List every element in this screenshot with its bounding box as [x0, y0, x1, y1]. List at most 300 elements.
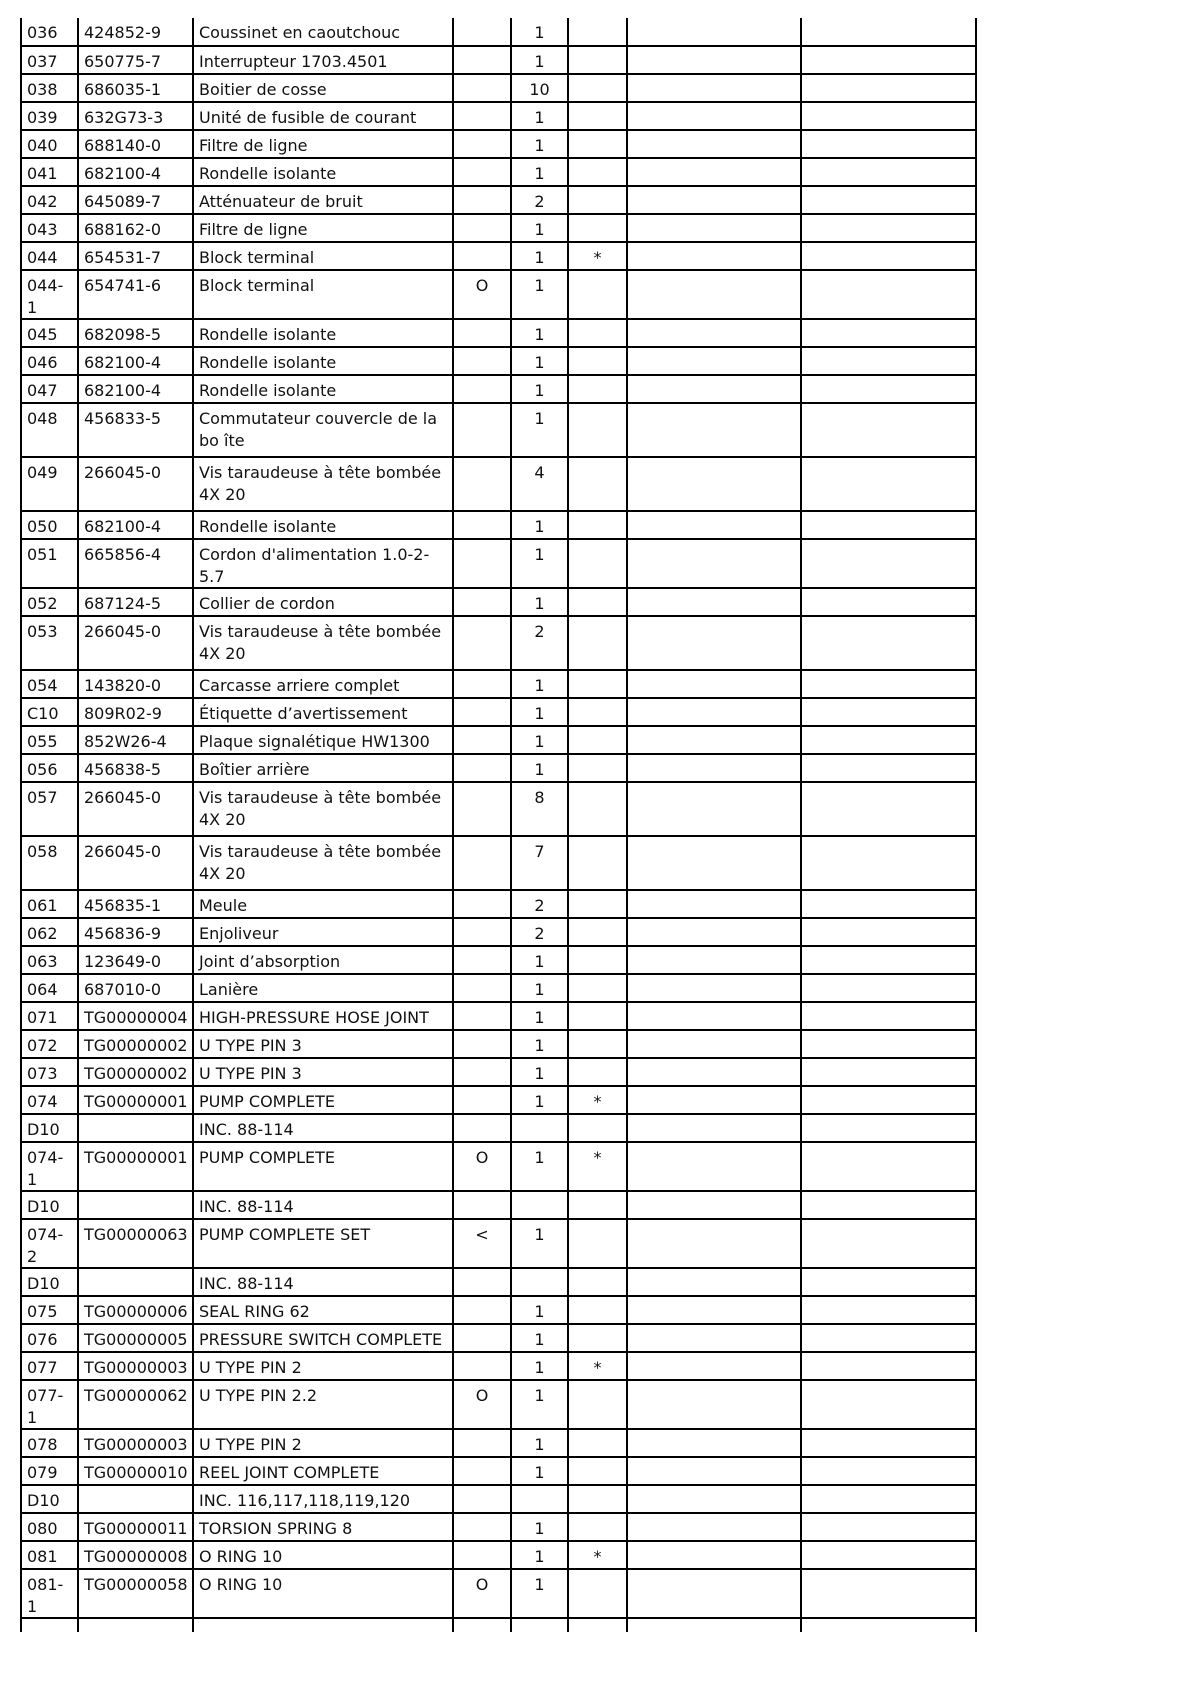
part-no-cell: TG00000008 — [78, 1541, 193, 1569]
description-cell: U TYPE PIN 3 — [193, 1030, 453, 1058]
part-no-cell: TG00000006 — [78, 1296, 193, 1324]
option-cell — [453, 130, 511, 158]
quantity-cell: 1 — [511, 403, 568, 457]
note-cell — [568, 511, 627, 539]
extra-cell-a — [627, 539, 801, 588]
note-cell — [568, 1513, 627, 1541]
note-cell — [568, 214, 627, 242]
option-cell — [453, 1324, 511, 1352]
item-no-cell: 075 — [21, 1296, 78, 1324]
note-cell — [568, 1002, 627, 1030]
extra-cell-a — [627, 726, 801, 754]
quantity-cell: 1 — [511, 1296, 568, 1324]
item-no-cell: 049 — [21, 457, 78, 511]
extra-cell-a — [627, 102, 801, 130]
item-no-cell: 064 — [21, 974, 78, 1002]
option-cell — [453, 1002, 511, 1030]
item-no-cell: 079 — [21, 1457, 78, 1485]
description-cell: Vis taraudeuse à tête bombée 4X 20 — [193, 782, 453, 836]
extra-cell-a — [627, 782, 801, 836]
option-cell — [453, 1429, 511, 1457]
description-cell: U TYPE PIN 2 — [193, 1352, 453, 1380]
item-no-cell: D10 — [21, 1114, 78, 1142]
extra-cell-b — [801, 1541, 976, 1569]
extra-cell-a — [627, 890, 801, 918]
item-no-cell: 074-2 — [21, 1219, 78, 1268]
item-no-cell: 043 — [21, 214, 78, 242]
note-cell — [568, 347, 627, 375]
extra-cell-a — [627, 319, 801, 347]
extra-cell-b — [801, 1457, 976, 1485]
table-row — [21, 726, 976, 754]
item-no-cell: 057 — [21, 782, 78, 836]
table-row — [21, 670, 976, 698]
extra-cell-a — [627, 698, 801, 726]
item-no-cell: 037 — [21, 46, 78, 74]
note-cell — [568, 726, 627, 754]
item-no-cell: 062 — [21, 918, 78, 946]
item-no-cell: 047 — [21, 375, 78, 403]
quantity-cell — [511, 1191, 568, 1219]
note-cell — [568, 890, 627, 918]
item-no-cell: 040 — [21, 130, 78, 158]
part-no-cell: TG00000002 — [78, 1058, 193, 1086]
description-cell: O RING 10 — [193, 1569, 453, 1618]
option-cell — [453, 1114, 511, 1142]
item-no-cell: D10 — [21, 1485, 78, 1513]
item-no-cell: 051 — [21, 539, 78, 588]
option-cell — [453, 18, 511, 46]
option-cell — [453, 347, 511, 375]
part-no-cell: 123649-0 — [78, 946, 193, 974]
table-row — [21, 1380, 976, 1429]
option-cell — [453, 1268, 511, 1296]
table-row — [21, 186, 976, 214]
extra-cell-b — [801, 616, 976, 670]
extra-cell-b — [801, 242, 976, 270]
table-row — [21, 319, 976, 347]
option-cell — [453, 670, 511, 698]
table-row — [21, 918, 976, 946]
extra-cell-b — [801, 946, 976, 974]
part-no-cell — [78, 1114, 193, 1142]
part-no-cell: 687124-5 — [78, 588, 193, 616]
part-no-cell: TG00000001 — [78, 1086, 193, 1114]
option-cell — [453, 726, 511, 754]
quantity-cell: 1 — [511, 347, 568, 375]
table-row — [21, 1114, 976, 1142]
note-cell — [568, 698, 627, 726]
extra-cell-a — [627, 1058, 801, 1086]
description-cell: Coussinet en caoutchouc — [193, 18, 453, 46]
description-cell: INC. 88-114 — [193, 1114, 453, 1142]
extra-cell-a — [627, 1114, 801, 1142]
extra-cell-b — [801, 214, 976, 242]
item-no-cell: 050 — [21, 511, 78, 539]
extra-cell-a — [627, 1142, 801, 1191]
option-cell — [453, 1513, 511, 1541]
option-cell — [453, 74, 511, 102]
extra-cell-b — [801, 270, 976, 319]
description-cell: Meule — [193, 890, 453, 918]
table-row — [21, 511, 976, 539]
description-cell: Étiquette d’avertissement — [193, 698, 453, 726]
item-no-cell: 039 — [21, 102, 78, 130]
option-cell — [453, 1058, 511, 1086]
extra-cell-a — [627, 1380, 801, 1429]
extra-cell-b — [801, 1429, 976, 1457]
part-no-cell — [78, 1485, 193, 1513]
note-cell — [568, 754, 627, 782]
table-row — [21, 754, 976, 782]
item-no-cell: 042 — [21, 186, 78, 214]
option-cell — [453, 403, 511, 457]
option-cell — [453, 319, 511, 347]
part-no-cell: 650775-7 — [78, 46, 193, 74]
extra-cell-a — [627, 1541, 801, 1569]
note-cell — [568, 457, 627, 511]
quantity-cell: 1 — [511, 670, 568, 698]
extra-cell-a — [627, 270, 801, 319]
table-row — [21, 1541, 976, 1569]
extra-cell-b — [801, 1268, 976, 1296]
table-row — [21, 539, 976, 588]
part-no-cell: 682100-4 — [78, 158, 193, 186]
extra-cell-a — [627, 616, 801, 670]
quantity-cell: 1 — [511, 1030, 568, 1058]
table-row — [21, 1030, 976, 1058]
description-cell — [193, 1618, 453, 1632]
description-cell: PRESSURE SWITCH COMPLETE — [193, 1324, 453, 1352]
item-no-cell: 044-1 — [21, 270, 78, 319]
description-cell: INC. 88-114 — [193, 1191, 453, 1219]
quantity-cell — [511, 1618, 568, 1632]
part-no-cell — [78, 1268, 193, 1296]
part-no-cell: 688162-0 — [78, 214, 193, 242]
extra-cell-b — [801, 1380, 976, 1429]
extra-cell-b — [801, 1114, 976, 1142]
table-row — [21, 214, 976, 242]
item-no-cell: 056 — [21, 754, 78, 782]
item-no-cell: 041 — [21, 158, 78, 186]
note-cell — [568, 102, 627, 130]
part-no-cell: TG00000058 — [78, 1569, 193, 1618]
part-no-cell: 665856-4 — [78, 539, 193, 588]
part-no-cell: 682100-4 — [78, 375, 193, 403]
extra-cell-a — [627, 457, 801, 511]
option-cell — [453, 186, 511, 214]
quantity-cell — [511, 1485, 568, 1513]
table-row — [21, 974, 976, 1002]
extra-cell-a — [627, 375, 801, 403]
table-row — [21, 18, 976, 46]
description-cell: PUMP COMPLETE SET — [193, 1219, 453, 1268]
option-cell — [453, 698, 511, 726]
note-cell — [568, 670, 627, 698]
table-row — [21, 270, 976, 319]
option-cell — [453, 616, 511, 670]
description-cell: U TYPE PIN 2.2 — [193, 1380, 453, 1429]
part-no-cell: TG00000004 — [78, 1002, 193, 1030]
note-cell — [568, 74, 627, 102]
extra-cell-a — [627, 74, 801, 102]
extra-cell-a — [627, 46, 801, 74]
table-row — [21, 588, 976, 616]
quantity-cell: 1 — [511, 698, 568, 726]
option-cell — [453, 836, 511, 890]
item-no-cell: 076 — [21, 1324, 78, 1352]
part-no-cell: 456835-1 — [78, 890, 193, 918]
description-cell: Plaque signalétique HW1300 — [193, 726, 453, 754]
table-row — [21, 1352, 976, 1380]
table-row — [21, 158, 976, 186]
option-cell — [453, 1457, 511, 1485]
extra-cell-b — [801, 1296, 976, 1324]
note-cell: * — [568, 1086, 627, 1114]
extra-cell-a — [627, 130, 801, 158]
quantity-cell: 1 — [511, 1086, 568, 1114]
extra-cell-a — [627, 1429, 801, 1457]
part-no-cell: 809R02-9 — [78, 698, 193, 726]
quantity-cell: 8 — [511, 782, 568, 836]
description-cell: Rondelle isolante — [193, 375, 453, 403]
extra-cell-b — [801, 1030, 976, 1058]
quantity-cell: 1 — [511, 102, 568, 130]
extra-cell-a — [627, 1485, 801, 1513]
quantity-cell: 1 — [511, 1569, 568, 1618]
extra-cell-b — [801, 539, 976, 588]
extra-cell-a — [627, 242, 801, 270]
note-cell — [568, 1219, 627, 1268]
note-cell — [568, 918, 627, 946]
part-no-cell: TG00000002 — [78, 1030, 193, 1058]
option-cell — [453, 214, 511, 242]
note-cell — [568, 158, 627, 186]
description-cell: Boîtier arrière — [193, 754, 453, 782]
description-cell: INC. 88-114 — [193, 1268, 453, 1296]
quantity-cell: 1 — [511, 158, 568, 186]
option-cell — [453, 974, 511, 1002]
extra-cell-a — [627, 1219, 801, 1268]
quantity-cell: 1 — [511, 1380, 568, 1429]
option-cell — [453, 918, 511, 946]
extra-cell-b — [801, 1219, 976, 1268]
table-row — [21, 616, 976, 670]
note-cell — [568, 782, 627, 836]
table-row — [21, 1618, 976, 1632]
extra-cell-a — [627, 918, 801, 946]
part-no-cell: TG00000062 — [78, 1380, 193, 1429]
note-cell — [568, 1457, 627, 1485]
description-cell: Vis taraudeuse à tête bombée 4X 20 — [193, 836, 453, 890]
option-cell: < — [453, 1219, 511, 1268]
extra-cell-a — [627, 670, 801, 698]
parts-table-body — [21, 18, 976, 1632]
option-cell — [453, 375, 511, 403]
note-cell — [568, 588, 627, 616]
extra-cell-a — [627, 1030, 801, 1058]
option-cell — [453, 511, 511, 539]
table-row — [21, 1296, 976, 1324]
part-no-cell — [78, 1191, 193, 1219]
part-no-cell: 687010-0 — [78, 974, 193, 1002]
note-cell — [568, 1296, 627, 1324]
item-no-cell: 053 — [21, 616, 78, 670]
note-cell — [568, 186, 627, 214]
part-no-cell: 266045-0 — [78, 836, 193, 890]
table-row — [21, 782, 976, 836]
part-no-cell: 686035-1 — [78, 74, 193, 102]
extra-cell-b — [801, 1513, 976, 1541]
quantity-cell: 1 — [511, 946, 568, 974]
table-row — [21, 1268, 976, 1296]
quantity-cell: 1 — [511, 1541, 568, 1569]
part-no-cell: TG00000010 — [78, 1457, 193, 1485]
quantity-cell: 2 — [511, 616, 568, 670]
note-cell: * — [568, 242, 627, 270]
table-row — [21, 242, 976, 270]
item-no-cell: 054 — [21, 670, 78, 698]
extra-cell-a — [627, 18, 801, 46]
quantity-cell: 1 — [511, 726, 568, 754]
table-row — [21, 130, 976, 158]
extra-cell-a — [627, 1086, 801, 1114]
extra-cell-b — [801, 130, 976, 158]
quantity-cell: 1 — [511, 270, 568, 319]
quantity-cell: 7 — [511, 836, 568, 890]
part-no-cell: 654741-6 — [78, 270, 193, 319]
description-cell: Joint d’absorption — [193, 946, 453, 974]
option-cell — [453, 242, 511, 270]
note-cell — [568, 1268, 627, 1296]
extra-cell-a — [627, 158, 801, 186]
item-no-cell: 036 — [21, 18, 78, 46]
item-no-cell: 038 — [21, 74, 78, 102]
quantity-cell: 1 — [511, 1058, 568, 1086]
note-cell — [568, 1324, 627, 1352]
description-cell: Unité de fusible de courant — [193, 102, 453, 130]
description-cell: Block terminal — [193, 270, 453, 319]
quantity-cell: 1 — [511, 1429, 568, 1457]
item-no-cell: 063 — [21, 946, 78, 974]
extra-cell-b — [801, 158, 976, 186]
note-cell — [568, 946, 627, 974]
part-no-cell: 266045-0 — [78, 782, 193, 836]
table-row — [21, 102, 976, 130]
parts-table — [20, 18, 977, 1632]
option-cell — [453, 1030, 511, 1058]
table-row — [21, 347, 976, 375]
quantity-cell: 1 — [511, 588, 568, 616]
extra-cell-a — [627, 836, 801, 890]
quantity-cell: 1 — [511, 375, 568, 403]
note-cell: * — [568, 1142, 627, 1191]
part-no-cell — [78, 1618, 193, 1632]
extra-cell-b — [801, 1086, 976, 1114]
part-no-cell: TG00000063 — [78, 1219, 193, 1268]
item-no-cell: 048 — [21, 403, 78, 457]
table-row — [21, 1219, 976, 1268]
description-cell: Boitier de cosse — [193, 74, 453, 102]
table-row — [21, 836, 976, 890]
extra-cell-a — [627, 347, 801, 375]
option-cell — [453, 754, 511, 782]
note-cell — [568, 1058, 627, 1086]
note-cell — [568, 836, 627, 890]
item-no-cell: 061 — [21, 890, 78, 918]
part-no-cell: 688140-0 — [78, 130, 193, 158]
table-row — [21, 1513, 976, 1541]
part-no-cell: TG00000001 — [78, 1142, 193, 1191]
extra-cell-a — [627, 1569, 801, 1618]
quantity-cell: 1 — [511, 754, 568, 782]
option-cell: O — [453, 1142, 511, 1191]
quantity-cell: 1 — [511, 1002, 568, 1030]
description-cell: REEL JOINT COMPLETE — [193, 1457, 453, 1485]
note-cell — [568, 1569, 627, 1618]
extra-cell-b — [801, 754, 976, 782]
part-no-cell: 456838-5 — [78, 754, 193, 782]
extra-cell-b — [801, 1485, 976, 1513]
extra-cell-b — [801, 1324, 976, 1352]
quantity-cell: 2 — [511, 890, 568, 918]
quantity-cell: 1 — [511, 1324, 568, 1352]
option-cell — [453, 1296, 511, 1324]
table-row — [21, 1191, 976, 1219]
table-row — [21, 1569, 976, 1618]
part-no-cell: TG00000011 — [78, 1513, 193, 1541]
extra-cell-b — [801, 375, 976, 403]
extra-cell-a — [627, 1296, 801, 1324]
option-cell — [453, 782, 511, 836]
note-cell: * — [568, 1541, 627, 1569]
quantity-cell: 1 — [511, 1142, 568, 1191]
extra-cell-a — [627, 403, 801, 457]
extra-cell-b — [801, 1618, 976, 1632]
note-cell — [568, 375, 627, 403]
part-no-cell: 456836-9 — [78, 918, 193, 946]
extra-cell-a — [627, 1191, 801, 1219]
description-cell: Commutateur couvercle de la bo îte — [193, 403, 453, 457]
extra-cell-b — [801, 102, 976, 130]
description-cell: U TYPE PIN 2 — [193, 1429, 453, 1457]
note-cell — [568, 46, 627, 74]
item-no-cell: D10 — [21, 1268, 78, 1296]
extra-cell-a — [627, 1002, 801, 1030]
item-no-cell: 052 — [21, 588, 78, 616]
item-no-cell: 073 — [21, 1058, 78, 1086]
description-cell: Rondelle isolante — [193, 319, 453, 347]
extra-cell-b — [801, 1569, 976, 1618]
note-cell — [568, 1030, 627, 1058]
extra-cell-b — [801, 1142, 976, 1191]
quantity-cell: 1 — [511, 1219, 568, 1268]
extra-cell-b — [801, 670, 976, 698]
option-cell — [453, 46, 511, 74]
option-cell — [453, 1352, 511, 1380]
extra-cell-a — [627, 754, 801, 782]
item-no-cell: D10 — [21, 1191, 78, 1219]
option-cell: O — [453, 1569, 511, 1618]
extra-cell-b — [801, 403, 976, 457]
extra-cell-b — [801, 457, 976, 511]
description-cell: Collier de cordon — [193, 588, 453, 616]
option-cell — [453, 890, 511, 918]
quantity-cell: 10 — [511, 74, 568, 102]
table-row — [21, 375, 976, 403]
extra-cell-b — [801, 511, 976, 539]
description-cell: HIGH-PRESSURE HOSE JOINT — [193, 1002, 453, 1030]
